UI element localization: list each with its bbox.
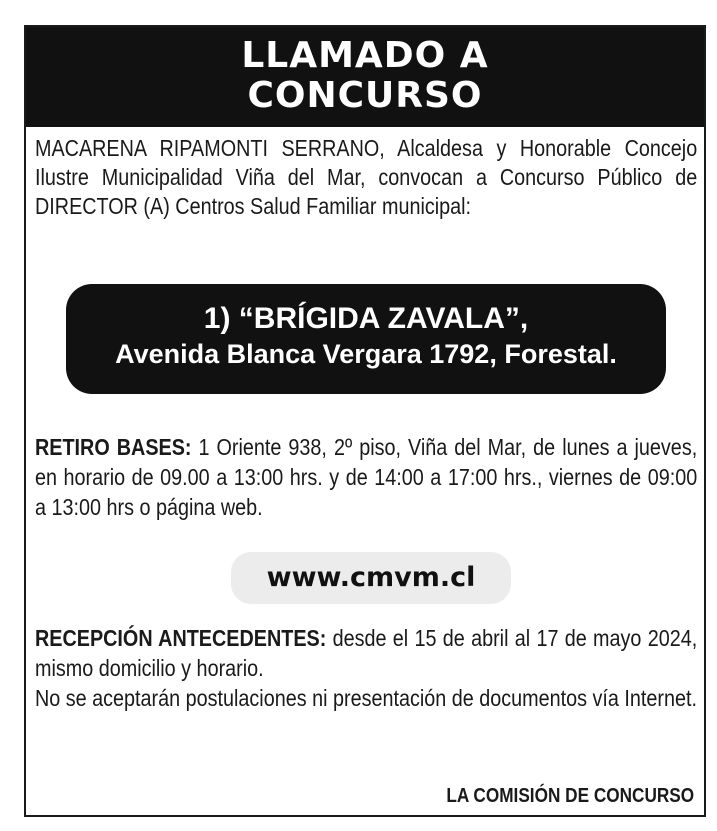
header-line-1: LLAMADO A xyxy=(241,35,489,76)
center-address: Avenida Blanca Vergara 1792, Forestal. xyxy=(115,339,617,369)
center-name: 1) “BRÍGIDA ZAVALA”, xyxy=(203,302,529,335)
notice-box xyxy=(24,25,706,817)
website-link[interactable]: www.cmvm.cl xyxy=(231,552,511,604)
recepcion-label: RECEPCIÓN ANTECEDENTES: xyxy=(35,625,327,651)
recepcion-text: desde el 15 de abril al 17 de mayo 2024, mismo domicilio y horario. xyxy=(35,625,698,681)
recepcion-paragraph xyxy=(35,623,697,683)
note-paragraph: No se aceptarán postulaciones ni presentación de documentos vía Internet. xyxy=(35,685,697,711)
retiro-label: RETIRO BASES: xyxy=(35,434,192,460)
center-banner xyxy=(66,284,666,394)
notice-header xyxy=(26,27,704,127)
retiro-paragraph xyxy=(35,432,697,522)
signature: LA COMISIÓN DE CONCURSO xyxy=(446,785,694,807)
header-line-2: CONCURSO xyxy=(247,75,483,116)
retiro-text: 1 Oriente 938, 2º piso, Viña del Mar, de lunes a jueves, en horario de 09.00 a 13:00 hrs. y de 14:00 a 17:00 hrs., viernes de 09:00 a 13:00 hrs o página web. xyxy=(35,434,698,520)
intro-paragraph: MACARENA RIPAMONTI SERRANO, Alcaldesa y Honorable Concejo Ilustre Municipalidad Viña del Mar, convocan a Concurso Público de DIRECTOR (A) Centros Salud Familiar municipal: xyxy=(35,135,698,219)
